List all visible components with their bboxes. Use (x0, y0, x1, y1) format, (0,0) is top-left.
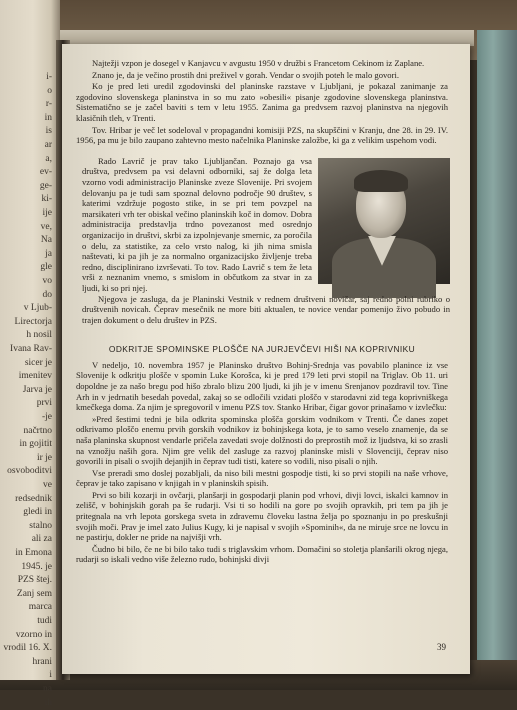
left-page-line: ve, (40, 221, 52, 232)
left-page (0, 0, 60, 708)
left-page-line: gle (40, 262, 52, 273)
left-page-line: ev- (39, 167, 52, 178)
paragraph: Znano je, da je večino prostih dni preživel v gorah. Vendar o svojih poteh le malo govori. (92, 69, 399, 80)
left-page-line: ve (43, 480, 52, 490)
left-page-line: redsednik (15, 493, 52, 504)
left-page-line: r- (45, 99, 52, 110)
left-page-line: 1945. je (21, 561, 52, 572)
left-page-line: Jarva je (22, 384, 52, 395)
left-page-line: Na (40, 235, 52, 246)
page-number: 39 (437, 642, 446, 652)
left-page-line: sicer je (24, 357, 52, 368)
left-page-line: hrani (32, 656, 52, 667)
left-page-line: in (44, 112, 52, 123)
paragraph: »Pred šestimi tedni je bila odkrita spominska plošča gorskim vodnikom v Trenti. Če danes zopet odkrivamo ploščo enemu prvih gorskih vodnikov iz bohinjskega kota, je to samo veselo znamenje, da se naša planinska skupnost vendarle pričela zavedati svoje dolžnosti do preprostih mož iz ljudstva, ki so zrasli na vznožju naših gora. Njim gre velik del zasluge za razvoj planinske misli v Slovenciji, čeprav niso govorili in pisali o svojih dejanjih in čeprav tudi tisti, katere so vodili, niso pisali o njih. (76, 413, 448, 467)
left-page-line: Zanj sem (16, 588, 52, 599)
paragraph: Vse preradi smo doslej pozabljali, da niso bili mestni gospodje tisti, ki so prvi stopili na naše vrhove, čeprav je tako zapisano v knjigah in v planinskih spisih. (76, 467, 448, 489)
left-page-line: do (42, 289, 52, 300)
portrait-photo (318, 158, 450, 284)
portrait-hair (354, 170, 408, 192)
biography-block (76, 156, 448, 334)
left-page-line: načrtno (23, 425, 52, 436)
left-page-line: ja (45, 248, 52, 259)
left-page-line: is (45, 126, 52, 137)
left-page-line: ali za (31, 534, 52, 545)
left-page-line: in Emona (15, 548, 52, 558)
paragraph: Prvi so bili kozarji in ovčarji, planšarji in gospodarji planin pod vrhovi, divji lovci, iskalci kamnov in zelišč, v bohinjskih gorah pa še rudarji. Vsi ti so hodili na gore po svojih opravkih, pri tem pa jih je pritegnala na vrh lepota gorskega sveta in zdravemu človeku lastna želja po spoznanju in po preskušnji svojih moči. Prav je imel zato Julius Kugy, ki je napisal v svojih »Spominih«, da ne miruje srce ne lovcu in ne pastirju, dokler ne pride na najvišji vrh. (76, 489, 448, 543)
page-content (76, 58, 448, 566)
left-page-line: ki- (41, 194, 52, 205)
background-right (477, 30, 517, 690)
left-page-line: Ivana Rav- (10, 344, 52, 354)
left-page-line: i (49, 670, 52, 681)
left-page-line: vrodil 16. X. (3, 643, 52, 654)
left-page-line: o (47, 85, 52, 96)
left-page-line: stalno (29, 520, 52, 531)
paragraph: Tov. Hribar je več let sodeloval v propagandni komisiji PZS, na skupščini v Kranju, dne 28. in 29. IV. 1956, pa mu je bilo zaupano zahtevno mesto načelnika Planinske založbe, ki ga z velikim uspehom vodi. (76, 124, 448, 146)
left-page-line: prvi (36, 398, 52, 409)
left-page-line: h nosil (26, 330, 52, 341)
paragraph: Čudno bi bilo, če ne bi bilo tako tudi s triglavskim vrhom. Domačini so stoletja planšarili okrog njega, rudarji so iskali vedno više železno rudo, bohinjski divji (76, 543, 448, 565)
left-page-line: PZS štej. (17, 575, 52, 586)
paragraph: Ko je pred leti uredil zgodovinski del planinske razstave v Ljubljani, je pokazal zanimanje za zgodovino slovenskega planinstva in so mu zato »obesili« pisanje zgodovine slovenskega planinstva. Sistematično se je začel baviti s tem v letu 1955. Zanima ga predvsem razvoj planinstva na njegovih klasičnih tleh, v Trenti. (76, 81, 448, 123)
left-page-line: tudi (37, 616, 52, 626)
left-page-line: vzorno in (15, 629, 52, 640)
left-page-line: Lirectorja (14, 316, 52, 327)
left-page-line: vo (42, 276, 52, 286)
left-page-line: -je (41, 412, 52, 422)
paragraph: Najtežji vzpon je dosegel v Kanjavcu v avgustu 1950 v družbi s Francetom Cekinom iz Zaplane. (92, 58, 425, 68)
left-page-line: ge- (39, 180, 52, 191)
left-page-line: v Ljub- (23, 303, 52, 314)
left-page-line: ir je (36, 452, 52, 463)
biography-tail: Njegova je zasluga, da je Planinski Vestnik v rednem društveni novičar, saj redno polni rubriko o društvenih novicah. Čeprav mesečnik ne more biti aktualen, te novice vendar pomenijo živo pobudo in trajen dokument o delu društev in PZS. (82, 293, 450, 325)
left-page-line: ih (44, 697, 52, 708)
left-page-line: ije (42, 208, 52, 218)
left-page-line: gledi in (23, 507, 52, 518)
section-title: ODKRITJE SPOMINSKE PLOŠČE NA JURJEVČEVI HIŠI NA KOPRIVNIKU (108, 343, 416, 354)
left-page-line: in gojitit (19, 439, 52, 450)
left-page-line: marca (28, 602, 52, 613)
left-page-line: a, (45, 153, 52, 164)
left-page-line: imenitev (18, 371, 52, 382)
left-page-line: osvoboditvi (7, 466, 52, 477)
biography-text: Rado Lavrič je prav tako Ljubljančan. Poznajo ga vsa društva, predvsem pa vsi delavni odborniki, saj že dolga leta vzorno vodi administracijo Planinske zveze Slovenije. Pri svojem delovanju pa je tudi sam spoznal delovno področje 90 društev, s katerimi vzdržuje pogosto stike, in se pri tem povzpel na marsikateri vrh ter obiskal večino planinskih koč in domov. Dobra administracija predstavlja trdno povezanost med osrednjo organizacijo in društvi, skrbi za izpolnjevanje smernic, za poročila o delu, za statistike, za celo vrsto nalog, ki jih nima smisla naštevati, ki pa jih je za normalno organizacijsko življenje treba redno, disciplinirano izvrševati. To tov. Rado Lavrič s tem že leta vrši z neznanim vnemo, s smislom in občutkom za stvar in za ljudi, ki so pri njej. (82, 155, 312, 293)
paragraph: V nedeljo, 10. novembra 1957 je Planinsko društvo Bohinj-Srednja vas povabilo planince iz vse Slovenije k odkritju plošče v spomin Luke Korošca, ki je pred 179 leti prvi stopil na Triglav. Ob 11. uri dopoldne je za našo bregu pod hišo zbralo blizu 200 ljudi, ki jih je v imenu Srenjanov pozdravil tov. Tine Arh in v jedrnatih besedah povedal, zakaj so se odločili vzidati ploščo v starodavni zid tega koprivniškega kmečkega doma. Za njim je spregovoril v imenu PZS tov. Stanko Hribar, čigar govor prinašamo v izvlečku: (76, 359, 448, 413)
left-page-line: ar (44, 140, 52, 150)
main-page (62, 44, 470, 674)
left-page-line: na (43, 684, 52, 694)
left-page-line: i- (46, 72, 52, 82)
